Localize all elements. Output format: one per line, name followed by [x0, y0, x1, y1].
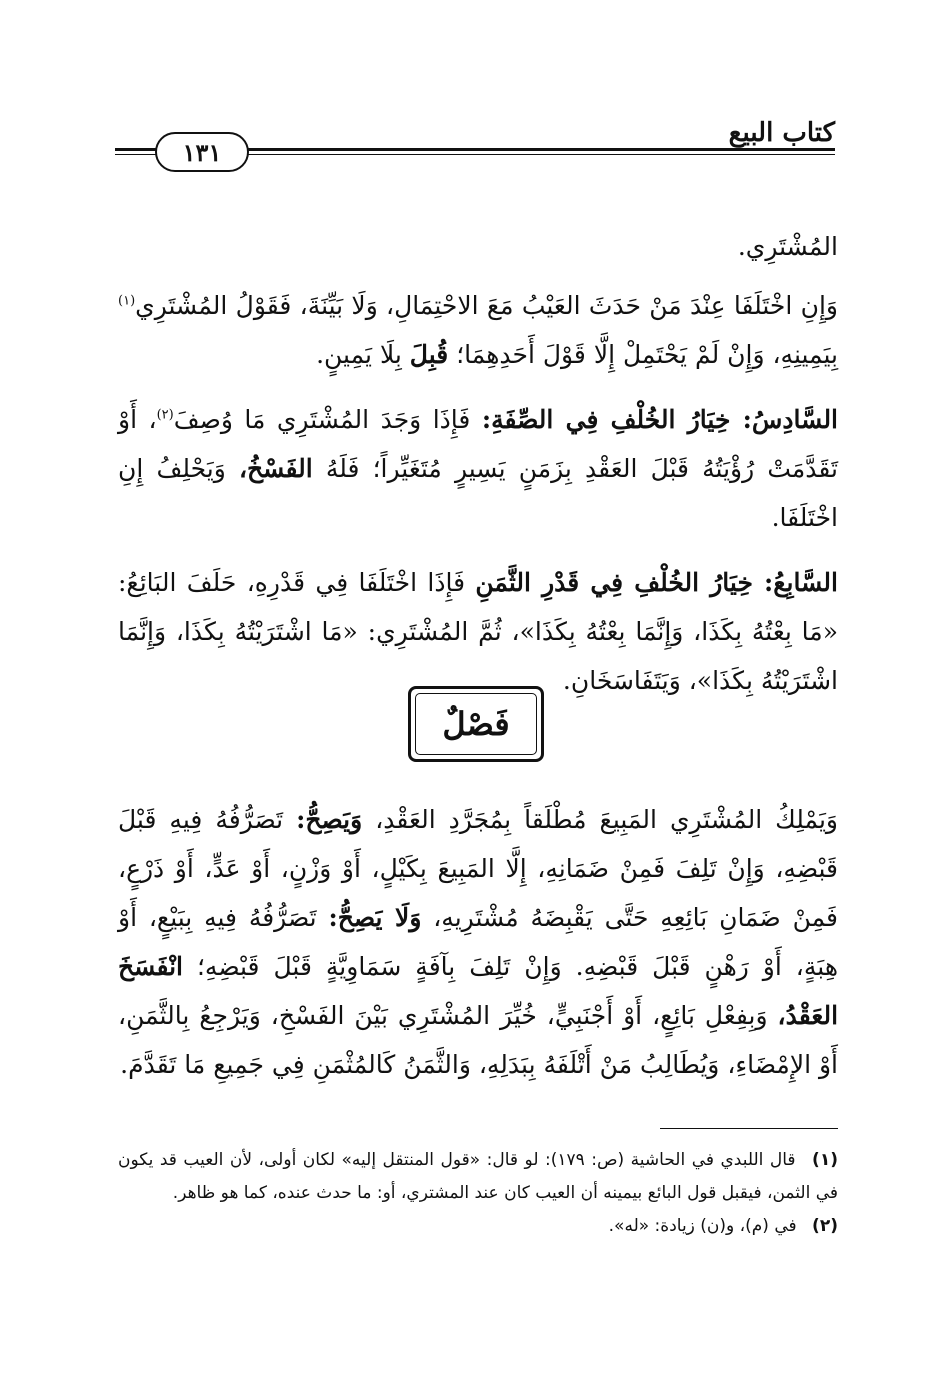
section-heading: فَصْلٌ [442, 705, 510, 743]
paragraph-text: ، أَوْ تَقَدَّمَتْ رُؤْيَتُهُ قَبْلَ العَقْدِ بِزَمَنٍ يَسِيرٍ مُتَغَيِّراً؛ فَلَهُ [118, 405, 839, 483]
bold-term: السَّادِسُ: خِيَارُ الخُلْفِ فِي الصِّفَةِ: [481, 405, 839, 434]
main-text-block [118, 222, 838, 721]
paragraph [118, 395, 838, 542]
paragraph-text: وَإِنِ اخْتَلَفَا عِنْدَ مَنْ حَدَثَ العَيْبُ مَعَ الاحْتِمَالِ، وَلَا بَيِّنَةَ، فَقَوْلُ المُشْتَرِي [135, 291, 838, 320]
paragraph-text: فَإِذَا اخْتَلَفَا فِي قَدْرِهِ، حَلَفَ البَائِعُ: «مَا بِعْتُهُ بِكَذَا، وَإِنَّمَا بِعْتُهُ بِكَذَا»، ثُمَّ المُشْتَرِي: «مَا اشْتَرَيْتُهُ بِكَذَا، وَإِنَّمَا اشْتَرَيْتُهُ بِكَذَا»، وَيَتَفَاسَخَانِ. [118, 568, 838, 695]
footnote-text: في (م)، و(ن) زيادة: «له». [608, 1216, 797, 1236]
footnote [118, 1210, 838, 1243]
paragraph-text: المُشْتَرِي. [737, 232, 838, 261]
running-title: كتاب البيع [728, 118, 835, 148]
section-heading-box [408, 686, 544, 762]
footnote [118, 1144, 838, 1210]
footnotes [118, 1144, 838, 1243]
bold-term: السَّابِعُ: خِيَارُ الخُلْفِ فِي قَدْرِ الثَّمَنِ [475, 568, 838, 597]
paragraph [118, 795, 838, 1089]
paragraph-text: فَإِذَا وَجَدَ المُشْتَرِي مَا وُصِفَ [173, 405, 471, 434]
paragraph-text: وَبِفِعْلِ بَائِعٍ، أَوْ أَجْنَبِيٍّ، خُيِّرَ المُشْتَرِي بَيْنَ الفَسْخِ، وَيَرْجِعُ بِالثَّمَنِ، أَوْ الإِمْضَاءِ، وَيُطَالِبُ مَنْ أَتْلَفَهُ بِبَدَلِهِ، وَالثَّمَنُ كَالمُثْمَنِ فِي جَمِيعِ مَا تَقَدَّمَ. [118, 1001, 838, 1079]
paragraph [118, 281, 838, 379]
bold-term: وَيَصِحُّ: [296, 805, 363, 834]
paragraph [118, 222, 838, 271]
footnote-number: (٢) [812, 1216, 838, 1236]
paragraph [118, 558, 838, 705]
section-text-block [118, 795, 838, 1099]
paragraph-text: تَصَرُّفُهُ فِيهِ قَبْلَ قَبْضِهِ، وَإِنْ تَلِفَ فَمِنْ ضَمَانِهِ، إِلَّا المَبِيعَ بِكَيْلٍ، أَوْ وَزْنٍ، أَوْ عَدٍّ، أَوْ ذَرْعٍ، فَمِنْ ضَمَانِ بَائِعِهِ حَتَّى يَقْبِضَهُ مُشْتَرِيهِ، [118, 805, 839, 932]
paragraph-text: وَيَمْلِكُ المُشْتَرِي المَبِيعَ مُطْلَقاً بِمُجَرَّدِ العَقْدِ، [375, 805, 838, 834]
page-number-badge [155, 132, 249, 172]
bold-term: الفَسْخُ، [238, 454, 313, 483]
footnote-number: (١) [812, 1150, 838, 1170]
page-header [115, 118, 835, 178]
footnote-ref: (١) [118, 293, 136, 309]
bold-term: انْفَسَخَ العَقْدُ، [118, 952, 839, 1030]
bold-term: قُبِلَ [409, 340, 449, 369]
footnote-ref: (٢) [156, 407, 174, 423]
paragraph-text: وَيَحْلِفُ إِنِ اخْتَلَفَا. [118, 454, 838, 532]
footnote-text: قال اللبدي في الحاشية (ص: ١٧٩): لو قال: «قول المنتقل إليه» لكان أولى، لأن العيب قد يكون في الثمن، فيقبل قول البائع بيمينه أن العيب كان عند المشتري، أو: ما حدث عنده، كما هو ظاهر. [118, 1150, 838, 1203]
paragraph-text: بِلَا يَمِينٍ. [316, 340, 402, 369]
page-number: ١٣١ [182, 137, 222, 167]
bold-term: وَلَا يَصِحُّ: [328, 903, 422, 932]
footnote-separator [660, 1128, 838, 1129]
paragraph-text: تَصَرُّفُهُ فِيهِ بِبَيْعٍ، أَوْ هِبَةٍ، أَوْ رَهْنٍ قَبْلَ قَبْضِهِ. وَإِنْ تَلِفَ بِآفَةٍ سَمَاوِيَّةٍ قَبْلَ قَبْضِهِ؛ [118, 903, 839, 981]
paragraph-text: بِيَمِينِهِ، وَإِنْ لَمْ يَحْتَمِلْ إِلَّا قَوْلَ أَحَدِهِمَا؛ [456, 340, 838, 369]
section-heading-inner [415, 693, 537, 755]
